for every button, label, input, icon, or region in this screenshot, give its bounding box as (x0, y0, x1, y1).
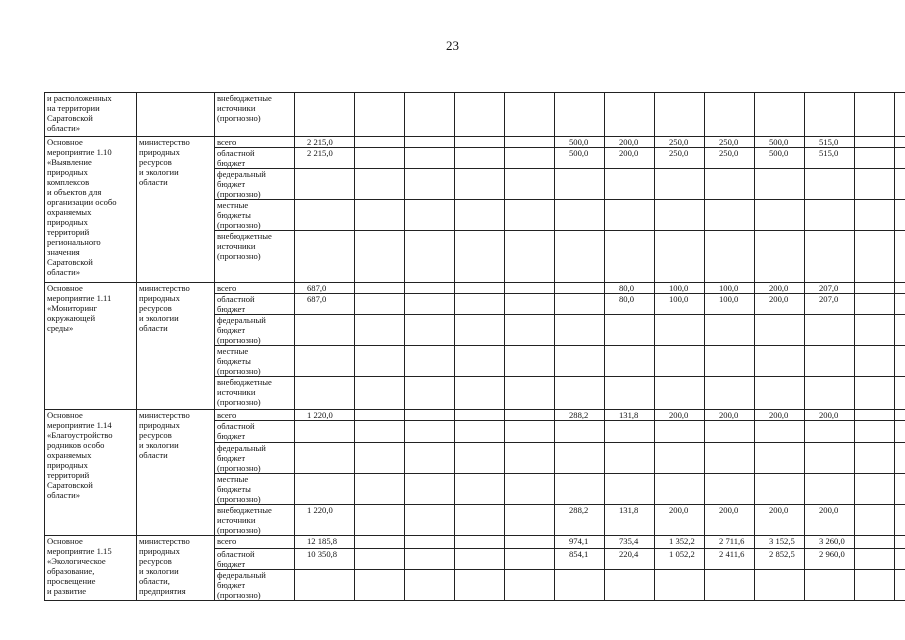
page-number: 23 (446, 38, 459, 53)
value-cell (455, 377, 505, 410)
value-cell (455, 294, 505, 315)
value-cell (895, 536, 905, 549)
value-cell: 288,2 (555, 410, 605, 421)
value-cell (405, 536, 455, 549)
value-cell (655, 200, 705, 231)
value-cell (355, 346, 405, 377)
source-cell: внебюджетные источники (прогнозно) (215, 505, 295, 536)
value-cell (555, 283, 605, 294)
total-cell (295, 169, 355, 200)
value-cell (805, 443, 855, 474)
value-cell (355, 443, 405, 474)
source-cell: областной бюджет (215, 421, 295, 443)
value-cell (705, 377, 755, 410)
total-cell (295, 377, 355, 410)
total-cell: 1 220,0 (295, 410, 355, 421)
value-cell (755, 474, 805, 505)
value-cell (405, 200, 455, 231)
value-cell (455, 231, 505, 283)
value-cell: 250,0 (705, 137, 755, 148)
value-cell (505, 443, 555, 474)
value-cell (605, 570, 655, 601)
value-cell: 515,0 (805, 148, 855, 169)
total-cell (295, 231, 355, 283)
value-cell (805, 315, 855, 346)
value-cell (555, 570, 605, 601)
value-cell (855, 93, 895, 137)
value-cell (405, 283, 455, 294)
value-cell (505, 231, 555, 283)
value-cell (655, 377, 705, 410)
value-cell (505, 137, 555, 148)
value-cell (355, 231, 405, 283)
total-cell: 2 215,0 (295, 137, 355, 148)
value-cell: 80,0 (605, 294, 655, 315)
value-cell (405, 231, 455, 283)
value-cell: 200,0 (655, 410, 705, 421)
value-cell (895, 549, 905, 570)
value-cell (855, 443, 895, 474)
total-cell: 687,0 (295, 294, 355, 315)
source-cell: всего (215, 536, 295, 549)
value-cell (455, 421, 505, 443)
value-cell (895, 169, 905, 200)
value-cell: 200,0 (655, 505, 705, 536)
value-cell (555, 93, 605, 137)
value-cell (405, 148, 455, 169)
value-cell: 500,0 (555, 137, 605, 148)
source-cell: федеральный бюджет (прогнозно) (215, 570, 295, 601)
value-cell (655, 570, 705, 601)
value-cell (355, 200, 405, 231)
value-cell (455, 148, 505, 169)
value-cell (405, 93, 455, 137)
table-row (45, 93, 905, 137)
value-cell (555, 346, 605, 377)
value-cell (895, 231, 905, 283)
value-cell (355, 315, 405, 346)
value-cell (895, 474, 905, 505)
value-cell (605, 377, 655, 410)
value-cell (505, 93, 555, 137)
value-cell (405, 443, 455, 474)
value-cell: 2 852,5 (755, 549, 805, 570)
value-cell (455, 549, 505, 570)
budget-table (44, 92, 905, 601)
value-cell (555, 200, 605, 231)
value-cell (755, 346, 805, 377)
value-cell (805, 474, 855, 505)
value-cell: 500,0 (755, 137, 805, 148)
value-cell (505, 570, 555, 601)
executor-cell (137, 93, 215, 137)
value-cell (895, 200, 905, 231)
value-cell (895, 505, 905, 536)
value-cell (705, 474, 755, 505)
value-cell (805, 377, 855, 410)
value-cell: 200,0 (605, 137, 655, 148)
value-cell: 1 352,2 (655, 536, 705, 549)
value-cell (655, 169, 705, 200)
value-cell (805, 570, 855, 601)
table-row (45, 410, 905, 421)
executor-cell: министерство природных ресурсов и экологии области (137, 410, 215, 536)
value-cell: 200,0 (755, 283, 805, 294)
value-cell (705, 443, 755, 474)
value-cell (355, 169, 405, 200)
value-cell (505, 536, 555, 549)
value-cell (805, 421, 855, 443)
value-cell (895, 148, 905, 169)
value-cell: 100,0 (655, 283, 705, 294)
value-cell: 854,1 (555, 549, 605, 570)
value-cell: 200,0 (755, 294, 805, 315)
value-cell (455, 315, 505, 346)
value-cell (895, 93, 905, 137)
value-cell (605, 346, 655, 377)
value-cell: 207,0 (805, 294, 855, 315)
value-cell (855, 536, 895, 549)
value-cell (855, 169, 895, 200)
value-cell (355, 570, 405, 601)
value-cell (755, 570, 805, 601)
value-cell: 250,0 (655, 148, 705, 169)
value-cell (405, 315, 455, 346)
value-cell: 100,0 (655, 294, 705, 315)
source-cell: областной бюджет (215, 294, 295, 315)
value-cell (705, 93, 755, 137)
event-cell: и расположенных на территории Саратовской области» (45, 93, 137, 137)
source-cell: всего (215, 410, 295, 421)
value-cell: 131,8 (605, 410, 655, 421)
value-cell (505, 549, 555, 570)
value-cell (555, 315, 605, 346)
value-cell (855, 410, 895, 421)
value-cell (505, 294, 555, 315)
source-cell: федеральный бюджет (прогнозно) (215, 315, 295, 346)
value-cell (605, 169, 655, 200)
value-cell (855, 294, 895, 315)
value-cell (895, 137, 905, 148)
value-cell (505, 377, 555, 410)
value-cell: 500,0 (755, 148, 805, 169)
value-cell (855, 315, 895, 346)
value-cell (405, 570, 455, 601)
budget-table-body (45, 93, 905, 601)
source-cell: федеральный бюджет (прогнозно) (215, 443, 295, 474)
value-cell (895, 283, 905, 294)
value-cell (555, 377, 605, 410)
value-cell (605, 315, 655, 346)
value-cell (405, 549, 455, 570)
executor-cell: министерство природных ресурсов и экологии области (137, 283, 215, 410)
value-cell (855, 377, 895, 410)
event-cell: Основное мероприятие 1.11 «Мониторинг окружающей среды» (45, 283, 137, 410)
value-cell: 3 152,5 (755, 536, 805, 549)
value-cell (855, 421, 895, 443)
value-cell: 131,8 (605, 505, 655, 536)
value-cell (895, 315, 905, 346)
value-cell (855, 346, 895, 377)
value-cell (455, 505, 505, 536)
value-cell (405, 346, 455, 377)
total-cell: 2 215,0 (295, 148, 355, 169)
value-cell: 200,0 (705, 505, 755, 536)
value-cell (405, 410, 455, 421)
source-cell: федеральный бюджет (прогнозно) (215, 169, 295, 200)
value-cell (855, 283, 895, 294)
value-cell (355, 137, 405, 148)
value-cell (755, 443, 805, 474)
value-cell (355, 148, 405, 169)
value-cell (895, 443, 905, 474)
value-cell (355, 410, 405, 421)
value-cell (605, 443, 655, 474)
value-cell (705, 200, 755, 231)
value-cell (455, 443, 505, 474)
total-cell (295, 346, 355, 377)
executor-cell: министерство природных ресурсов и экологии области, предприятия (137, 536, 215, 601)
value-cell (505, 315, 555, 346)
value-cell (555, 443, 605, 474)
source-cell: местные бюджеты (прогнозно) (215, 200, 295, 231)
value-cell (405, 505, 455, 536)
value-cell (605, 231, 655, 283)
value-cell (805, 346, 855, 377)
event-cell: Основное мероприятие 1.10 «Выявление природных комплексов и объектов для организации особо охраняемых природных территорий регионального значения Саратовской области» (45, 137, 137, 283)
value-cell (895, 294, 905, 315)
value-cell (805, 231, 855, 283)
value-cell (855, 148, 895, 169)
value-cell (405, 169, 455, 200)
value-cell (805, 169, 855, 200)
total-cell: 10 350,8 (295, 549, 355, 570)
value-cell (355, 377, 405, 410)
value-cell (505, 505, 555, 536)
value-cell (895, 421, 905, 443)
value-cell (805, 93, 855, 137)
value-cell (895, 346, 905, 377)
value-cell (655, 315, 705, 346)
value-cell (455, 570, 505, 601)
value-cell (805, 200, 855, 231)
value-cell (505, 421, 555, 443)
value-cell: 3 260,0 (805, 536, 855, 549)
value-cell (855, 570, 895, 601)
event-cell: Основное мероприятие 1.14 «Благоустройство родников особо охраняемых природных территорий Саратовской области» (45, 410, 137, 536)
value-cell: 207,0 (805, 283, 855, 294)
value-cell (655, 474, 705, 505)
table-row (45, 137, 905, 148)
total-cell (295, 421, 355, 443)
source-cell: областной бюджет (215, 148, 295, 169)
value-cell (605, 421, 655, 443)
total-cell (295, 474, 355, 505)
source-cell: областной бюджет (215, 549, 295, 570)
source-cell: всего (215, 283, 295, 294)
value-cell (855, 505, 895, 536)
value-cell (705, 346, 755, 377)
value-cell (655, 443, 705, 474)
value-cell: 288,2 (555, 505, 605, 536)
value-cell (755, 93, 805, 137)
value-cell: 2 411,6 (705, 549, 755, 570)
value-cell: 500,0 (555, 148, 605, 169)
value-cell: 80,0 (605, 283, 655, 294)
value-cell: 200,0 (755, 505, 805, 536)
total-cell: 1 220,0 (295, 505, 355, 536)
value-cell (355, 294, 405, 315)
value-cell (555, 421, 605, 443)
table-row (45, 283, 905, 294)
value-cell (555, 231, 605, 283)
value-cell: 200,0 (755, 410, 805, 421)
value-cell (705, 315, 755, 346)
value-cell: 220,4 (605, 549, 655, 570)
value-cell: 200,0 (705, 410, 755, 421)
value-cell (855, 474, 895, 505)
total-cell: 12 185,8 (295, 536, 355, 549)
value-cell (405, 377, 455, 410)
value-cell: 2 711,6 (705, 536, 755, 549)
value-cell (455, 346, 505, 377)
value-cell (755, 169, 805, 200)
value-cell (455, 410, 505, 421)
value-cell (755, 231, 805, 283)
value-cell (505, 346, 555, 377)
value-cell (705, 169, 755, 200)
value-cell: 1 052,2 (655, 549, 705, 570)
value-cell (755, 315, 805, 346)
value-cell (505, 200, 555, 231)
value-cell (555, 474, 605, 505)
source-cell: внебюджетные источники (прогнозно) (215, 231, 295, 283)
total-cell (295, 443, 355, 474)
value-cell: 735,4 (605, 536, 655, 549)
value-cell (555, 169, 605, 200)
value-cell (755, 200, 805, 231)
value-cell: 515,0 (805, 137, 855, 148)
value-cell (555, 294, 605, 315)
value-cell (855, 549, 895, 570)
value-cell (405, 474, 455, 505)
value-cell (355, 283, 405, 294)
source-cell: внебюджетные источники (прогнозно) (215, 377, 295, 410)
value-cell (505, 169, 555, 200)
value-cell (455, 536, 505, 549)
source-cell: местные бюджеты (прогнозно) (215, 346, 295, 377)
value-cell (895, 570, 905, 601)
value-cell (355, 474, 405, 505)
value-cell: 250,0 (655, 137, 705, 148)
value-cell (405, 421, 455, 443)
value-cell: 2 960,0 (805, 549, 855, 570)
total-cell (295, 570, 355, 601)
value-cell: 200,0 (605, 148, 655, 169)
value-cell (455, 169, 505, 200)
value-cell (755, 377, 805, 410)
value-cell (455, 283, 505, 294)
value-cell (355, 505, 405, 536)
value-cell: 100,0 (705, 283, 755, 294)
value-cell (605, 200, 655, 231)
value-cell: 250,0 (705, 148, 755, 169)
value-cell (355, 536, 405, 549)
value-cell (655, 421, 705, 443)
value-cell (405, 294, 455, 315)
value-cell (505, 283, 555, 294)
event-cell: Основное мероприятие 1.15 «Экологическое образование, просвещение и развитие (45, 536, 137, 601)
value-cell (455, 93, 505, 137)
value-cell (455, 137, 505, 148)
value-cell (755, 421, 805, 443)
value-cell (855, 137, 895, 148)
value-cell (855, 231, 895, 283)
value-cell (405, 137, 455, 148)
value-cell (655, 93, 705, 137)
value-cell (655, 346, 705, 377)
total-cell (295, 93, 355, 137)
value-cell (705, 231, 755, 283)
value-cell (505, 474, 555, 505)
value-cell (455, 200, 505, 231)
value-cell: 974,1 (555, 536, 605, 549)
executor-cell: министерство природных ресурсов и экологии области (137, 137, 215, 283)
value-cell (705, 570, 755, 601)
value-cell (895, 377, 905, 410)
value-cell (355, 549, 405, 570)
value-cell: 200,0 (805, 505, 855, 536)
source-cell: внебюджетные источники (прогнозно) (215, 93, 295, 137)
total-cell (295, 200, 355, 231)
value-cell (355, 93, 405, 137)
value-cell (705, 421, 755, 443)
total-cell: 687,0 (295, 283, 355, 294)
value-cell (655, 231, 705, 283)
source-cell: всего (215, 137, 295, 148)
value-cell (605, 93, 655, 137)
value-cell (505, 410, 555, 421)
value-cell (895, 410, 905, 421)
value-cell (455, 474, 505, 505)
total-cell (295, 315, 355, 346)
value-cell (855, 200, 895, 231)
value-cell: 100,0 (705, 294, 755, 315)
value-cell (505, 148, 555, 169)
source-cell: местные бюджеты (прогнозно) (215, 474, 295, 505)
table-row (45, 536, 905, 549)
value-cell (605, 474, 655, 505)
value-cell (355, 421, 405, 443)
value-cell: 200,0 (805, 410, 855, 421)
